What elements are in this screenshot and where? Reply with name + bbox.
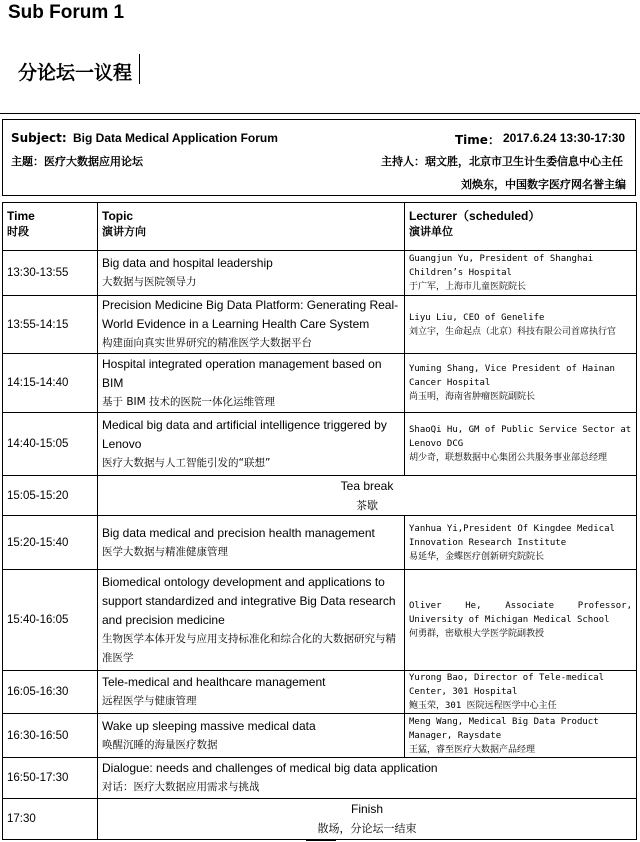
row-lecturer: Guangjun Yu, President of Shanghai Children’s Hospital 于广军，上海市儿童医院院长 xyxy=(405,251,637,296)
agenda-table xyxy=(2,202,637,840)
column-header-time: Time 时段 xyxy=(3,203,98,251)
table-row xyxy=(3,714,637,758)
row-lecturer: Meng Wang, Medical Big Data Product Manager, Raysdate 王猛，睿至医疗大数据产品经理 xyxy=(405,714,637,758)
row-time: 16:30-16:50 xyxy=(3,714,98,758)
table-row xyxy=(3,296,637,354)
row-time: 16:50-17:30 xyxy=(3,758,98,799)
subject-label: Subject: xyxy=(11,131,67,145)
text-cursor xyxy=(139,54,140,84)
row-time: 17:30 xyxy=(3,799,98,840)
row-time: 13:55-14:15 xyxy=(3,296,98,354)
table-row xyxy=(3,354,637,413)
row-lecturer: Oliver He, Associate Professor, University of Michigan Medical School 何勇群，密歇根大学医学院副教授 xyxy=(405,570,637,671)
table-row xyxy=(3,671,637,714)
row-dialogue: Dialogue: needs and challenges of medical big data application 对话：医疗大数据应用需求与挑战 xyxy=(98,758,637,799)
row-break: Tea break 茶歇 xyxy=(98,476,637,516)
time-label: Time： xyxy=(455,133,500,147)
table-row xyxy=(3,413,637,476)
row-topic: Precision Medicine Big Data Platform: Generating Real-World Evidence in a Learning Health Care System 构建面向真实世界研究的精准医学大数据平台 xyxy=(98,296,405,354)
table-row xyxy=(3,758,637,799)
host-line-2: 刘焕东，中国数字医疗网名誉主编 xyxy=(461,178,626,191)
subject-chinese: 主题：医疗大数据应用论坛 xyxy=(11,155,143,168)
table-row-break xyxy=(3,476,637,516)
host-line-1: 主持人：琚文胜，北京市卫生计生委信息中心主任 xyxy=(381,155,623,168)
row-time: 15:40-16:05 xyxy=(3,570,98,671)
table-row-finish xyxy=(3,799,637,840)
footer-mark xyxy=(306,839,336,841)
row-time: 14:15-14:40 xyxy=(3,354,98,413)
table-row xyxy=(3,516,637,570)
row-topic: Hospital integrated operation management based on BIM 基于 BIM 技术的医院一体化运维管理 xyxy=(98,354,405,413)
table-header-row xyxy=(3,203,637,251)
row-lecturer: Yurong Bao, Director of Tele-medical Center, 301 Hospital 鲍玉荣，301 医院远程医学中心主任 xyxy=(405,671,637,714)
row-lecturer: Yuming Shang, Vice President of Hainan Cancer Hospital 尚玉明，海南省肿瘤医院副院长 xyxy=(405,354,637,413)
row-time: 15:05-15:20 xyxy=(3,476,98,516)
row-topic: Biomedical ontology development and applications to support standardized and integrative Big Data research and precision medicine 生物医学本体开发与应用支持标准化和综合化的大数据研究与精准医学 xyxy=(98,570,405,671)
row-time: 16:05-16:30 xyxy=(3,671,98,714)
table-row xyxy=(3,570,637,671)
row-topic: Big data and hospital leadership 大数据与医院领导力 xyxy=(98,251,405,296)
subject-english: Big Data Medical Application Forum xyxy=(73,131,278,145)
table-row xyxy=(3,251,637,296)
row-finish: Finish 散场，分论坛一结束 xyxy=(98,799,637,840)
row-topic: Wake up sleeping massive medical data 唤醒沉睡的海量医疗数据 xyxy=(98,714,405,758)
agenda-title: 分论坛一议程 xyxy=(18,62,133,84)
divider-line xyxy=(0,113,640,114)
row-topic: Tele-medical and healthcare management 远程医学与健康管理 xyxy=(98,671,405,714)
column-header-lecturer: Lecturer（scheduled） 演讲单位 xyxy=(405,203,637,251)
row-time: 14:40-15:05 xyxy=(3,413,98,476)
forum-header-box xyxy=(2,119,636,196)
row-time: 15:20-15:40 xyxy=(3,516,98,570)
row-topic: Medical big data and artificial intelligence triggered by Lenovo 医疗大数据与人工智能引发的“联想” xyxy=(98,413,405,476)
column-header-topic: Topic 演讲方向 xyxy=(98,203,405,251)
page-title: Sub Forum 1 xyxy=(8,2,125,23)
row-topic: Big data medical and precision health management 医学大数据与精准健康管理 xyxy=(98,516,405,570)
row-lecturer: Yanhua Yi,President Of Kingdee Medical Innovation Research Institute 易延华，金蝶医疗创新研究院院长 xyxy=(405,516,637,570)
row-lecturer: ShaoQi Hu, GM of Public Service Sector at Lenovo DCG 胡少奇，联想数据中心集团公共服务事业部总经理 xyxy=(405,413,637,476)
row-time: 13:30-13:55 xyxy=(3,251,98,296)
row-lecturer: Liyu Liu, CEO of Genelife 刘立宇，生命起点（北京）科技有限公司首席执行官 xyxy=(405,296,637,354)
time-value: 2017.6.24 13:30-17:30 xyxy=(503,131,626,145)
